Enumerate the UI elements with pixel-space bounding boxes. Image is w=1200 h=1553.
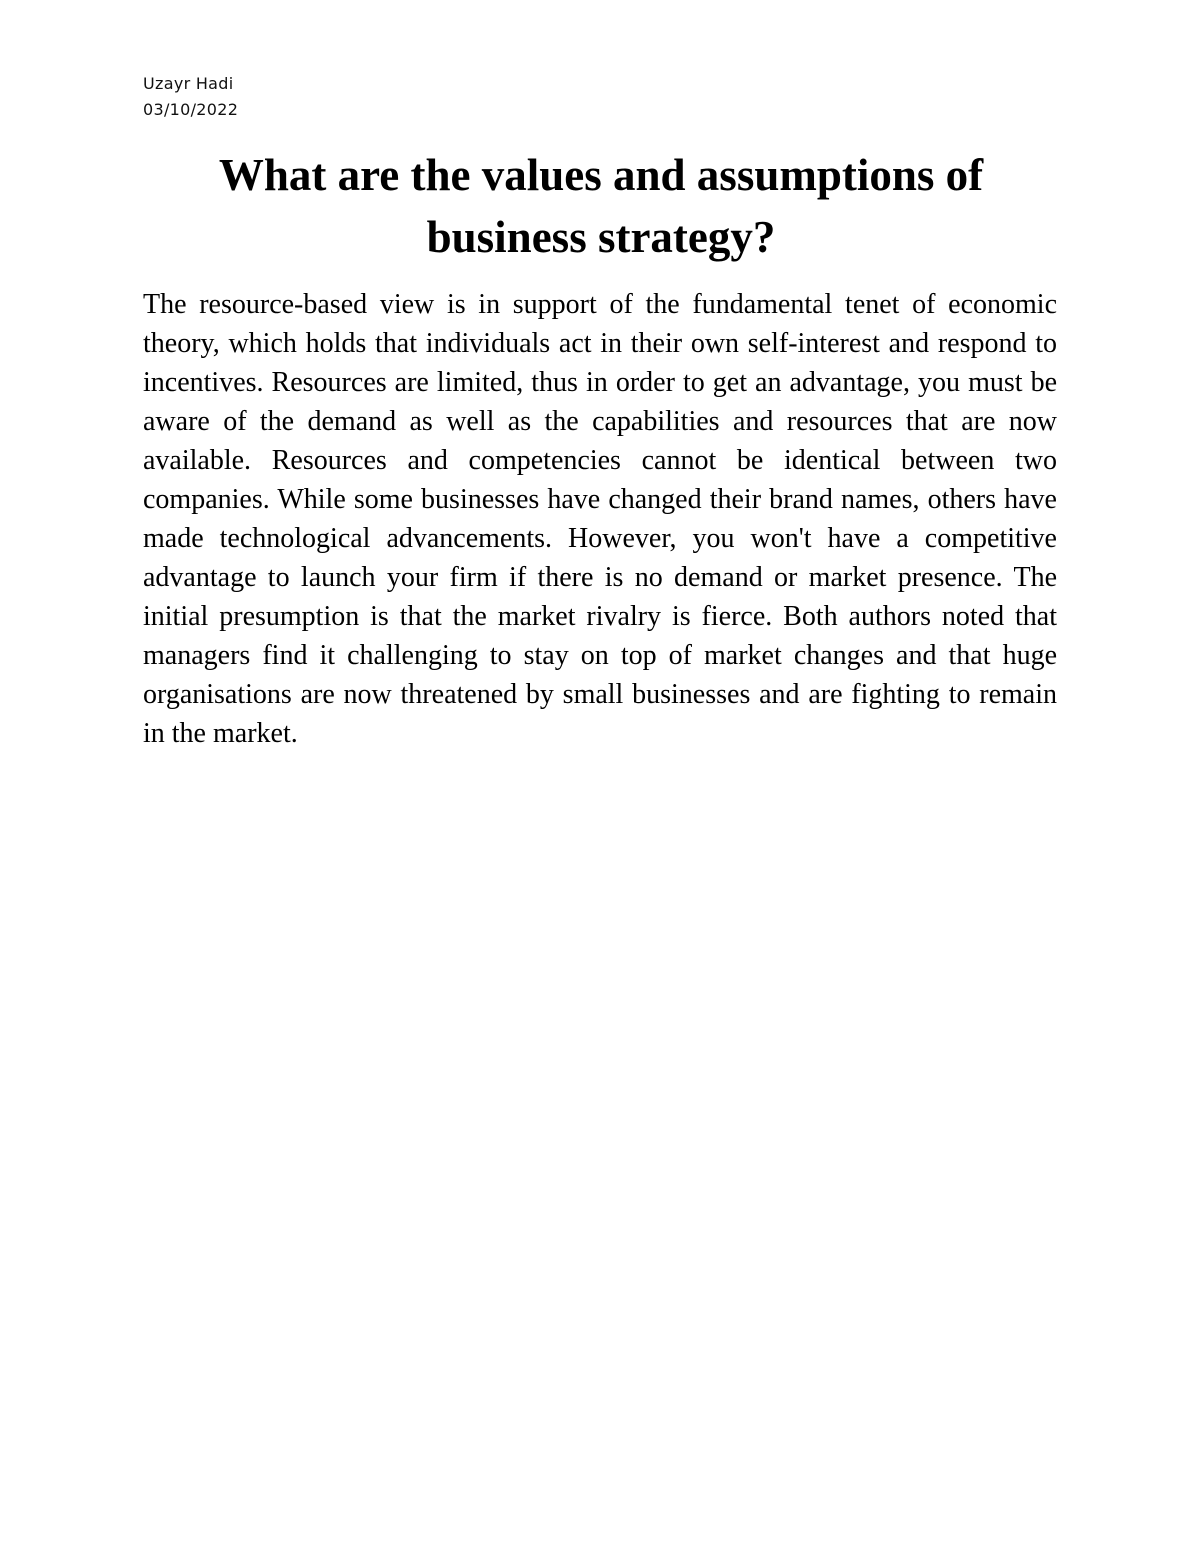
document-date: 03/10/2022 xyxy=(143,100,239,119)
document-header xyxy=(143,71,238,123)
author-name: Uzayr Hadi xyxy=(143,74,234,93)
body-paragraph: The resource-based view is in support of the fundamental tenet of economic theory, which holds that individuals act in their own self-interest and respond to incentives. Resources are limited, thus in order to get an advantage, you must be aware of the demand as well as the capabilities and resources that are now available. Resources and competencies cannot be identical between two companies. While some businesses have changed their brand names, others have made technological advancements. However, you won't have a competitive advantage to launch your firm if there is no demand or market presence. The initial presumption is that the market rivalry is fierce. Both authors noted that managers find it challenging to stay on top of market changes and that huge organisations are now threatened by small businesses and are fighting to remain in the market. xyxy=(143,289,1057,749)
document-title: What are the values and assumptions of business strategy? xyxy=(218,150,984,262)
